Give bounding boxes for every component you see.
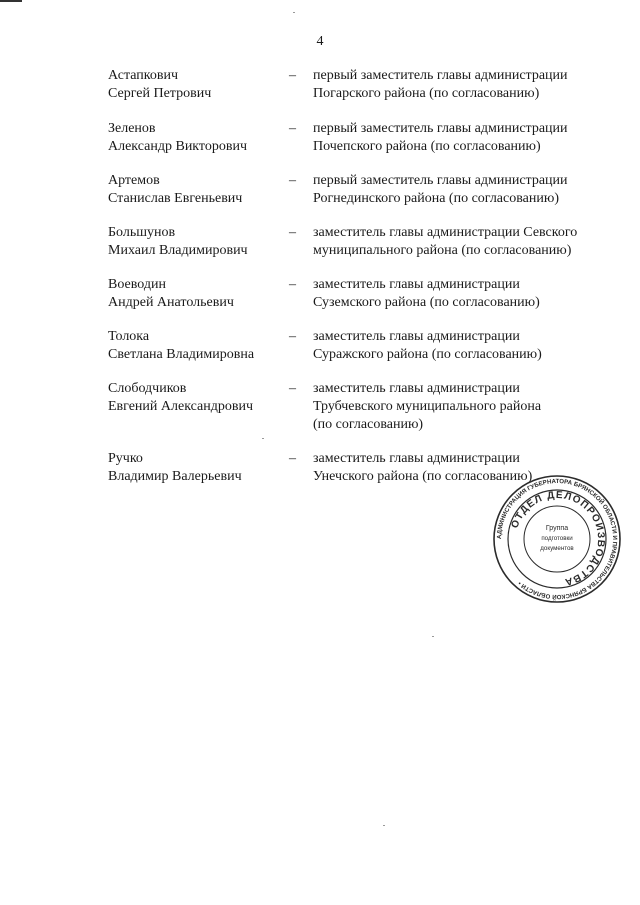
seal-center-line: подготовки [541,535,573,542]
role-line: первый заместитель главы администрации [313,173,568,188]
member-role [313,380,613,434]
member-surname: Слободчиков [108,381,187,396]
seal-inner-text: ОТДЕЛ ДЕЛОПРОИЗВОДСТВА [509,489,607,588]
official-seal-stamp [492,474,622,604]
role-line: Почепского района (по согласованию) [313,139,541,154]
member-role [313,67,613,103]
scan-speck [432,636,434,637]
member-given-names: Светлана Владимировна [108,347,255,362]
role-line: Погарского района (по согласованию) [313,86,540,101]
member-given-names: Сергей Петрович [108,86,212,101]
dash-separator: – [289,277,296,292]
role-line: заместитель главы администрации Севского [313,225,578,240]
role-line: заместитель главы администрации [313,451,520,466]
role-line: Трубчевского муниципального района [313,399,542,414]
role-line: Суражского района (по согласованию) [313,347,542,362]
role-line: (по согласованию) [313,417,424,432]
seal-center-line: Группа [545,525,569,532]
member-surname: Воеводин [108,277,166,292]
member-name [108,172,283,208]
role-line: первый заместитель главы администрации [313,121,568,136]
member-surname: Большунов [108,225,176,240]
member-given-names: Михаил Владимирович [108,243,248,258]
member-name [108,450,283,486]
member-role [313,328,613,364]
dash-separator: – [289,121,296,136]
page-number: 4 [316,34,324,49]
member-role [313,224,613,260]
dash-separator: – [289,173,296,188]
role-line: первый заместитель главы администрации [313,68,568,83]
seal-center-line: документов [540,545,574,552]
member-given-names: Александр Викторович [108,139,248,154]
member-name [108,380,283,416]
member-surname: Ручко [108,451,143,466]
role-line: муниципального района (по согласованию) [313,243,572,258]
role-line: заместитель главы администрации [313,277,520,292]
scan-corner-mark [0,0,22,2]
member-name [108,224,283,260]
role-line: Унечского района (по согласованию) [313,469,533,484]
member-name [108,276,283,312]
member-given-names: Владимир Валерьевич [108,469,242,484]
role-line: Рогнединского района (по согласованию) [313,191,559,206]
member-given-names: Андрей Анатольевич [108,295,234,310]
scan-speck [262,438,264,439]
member-surname: Астапкович [108,68,179,83]
dash-separator: – [289,451,296,466]
member-role [313,172,613,208]
member-name [108,328,283,364]
member-given-names: Евгений Александрович [108,399,254,414]
dash-separator: – [289,68,296,83]
seal-outer-text: АДМИНИСТРАЦИЯ ГУБЕРНАТОРА БРЯНСКОЙ ОБЛАСТИ И ПРАВИТЕЛЬСТВА БРЯНСКОЙ ОБЛАСТИ • [495,477,619,601]
role-line: Суземского района (по согласованию) [313,295,540,310]
member-surname: Артемов [108,173,160,188]
member-name [108,67,283,103]
member-given-names: Станислав Евгеньевич [108,191,243,206]
member-name [108,120,283,156]
role-line: заместитель главы администрации [313,329,520,344]
scan-speck [383,825,385,826]
member-role [313,120,613,156]
dash-separator: – [289,329,296,344]
scan-speck [293,12,295,13]
role-line: заместитель главы администрации [313,381,520,396]
member-role [313,276,613,312]
member-surname: Толока [108,329,150,344]
dash-separator: – [289,225,296,240]
dash-separator: – [289,381,296,396]
member-surname: Зеленов [108,121,156,136]
